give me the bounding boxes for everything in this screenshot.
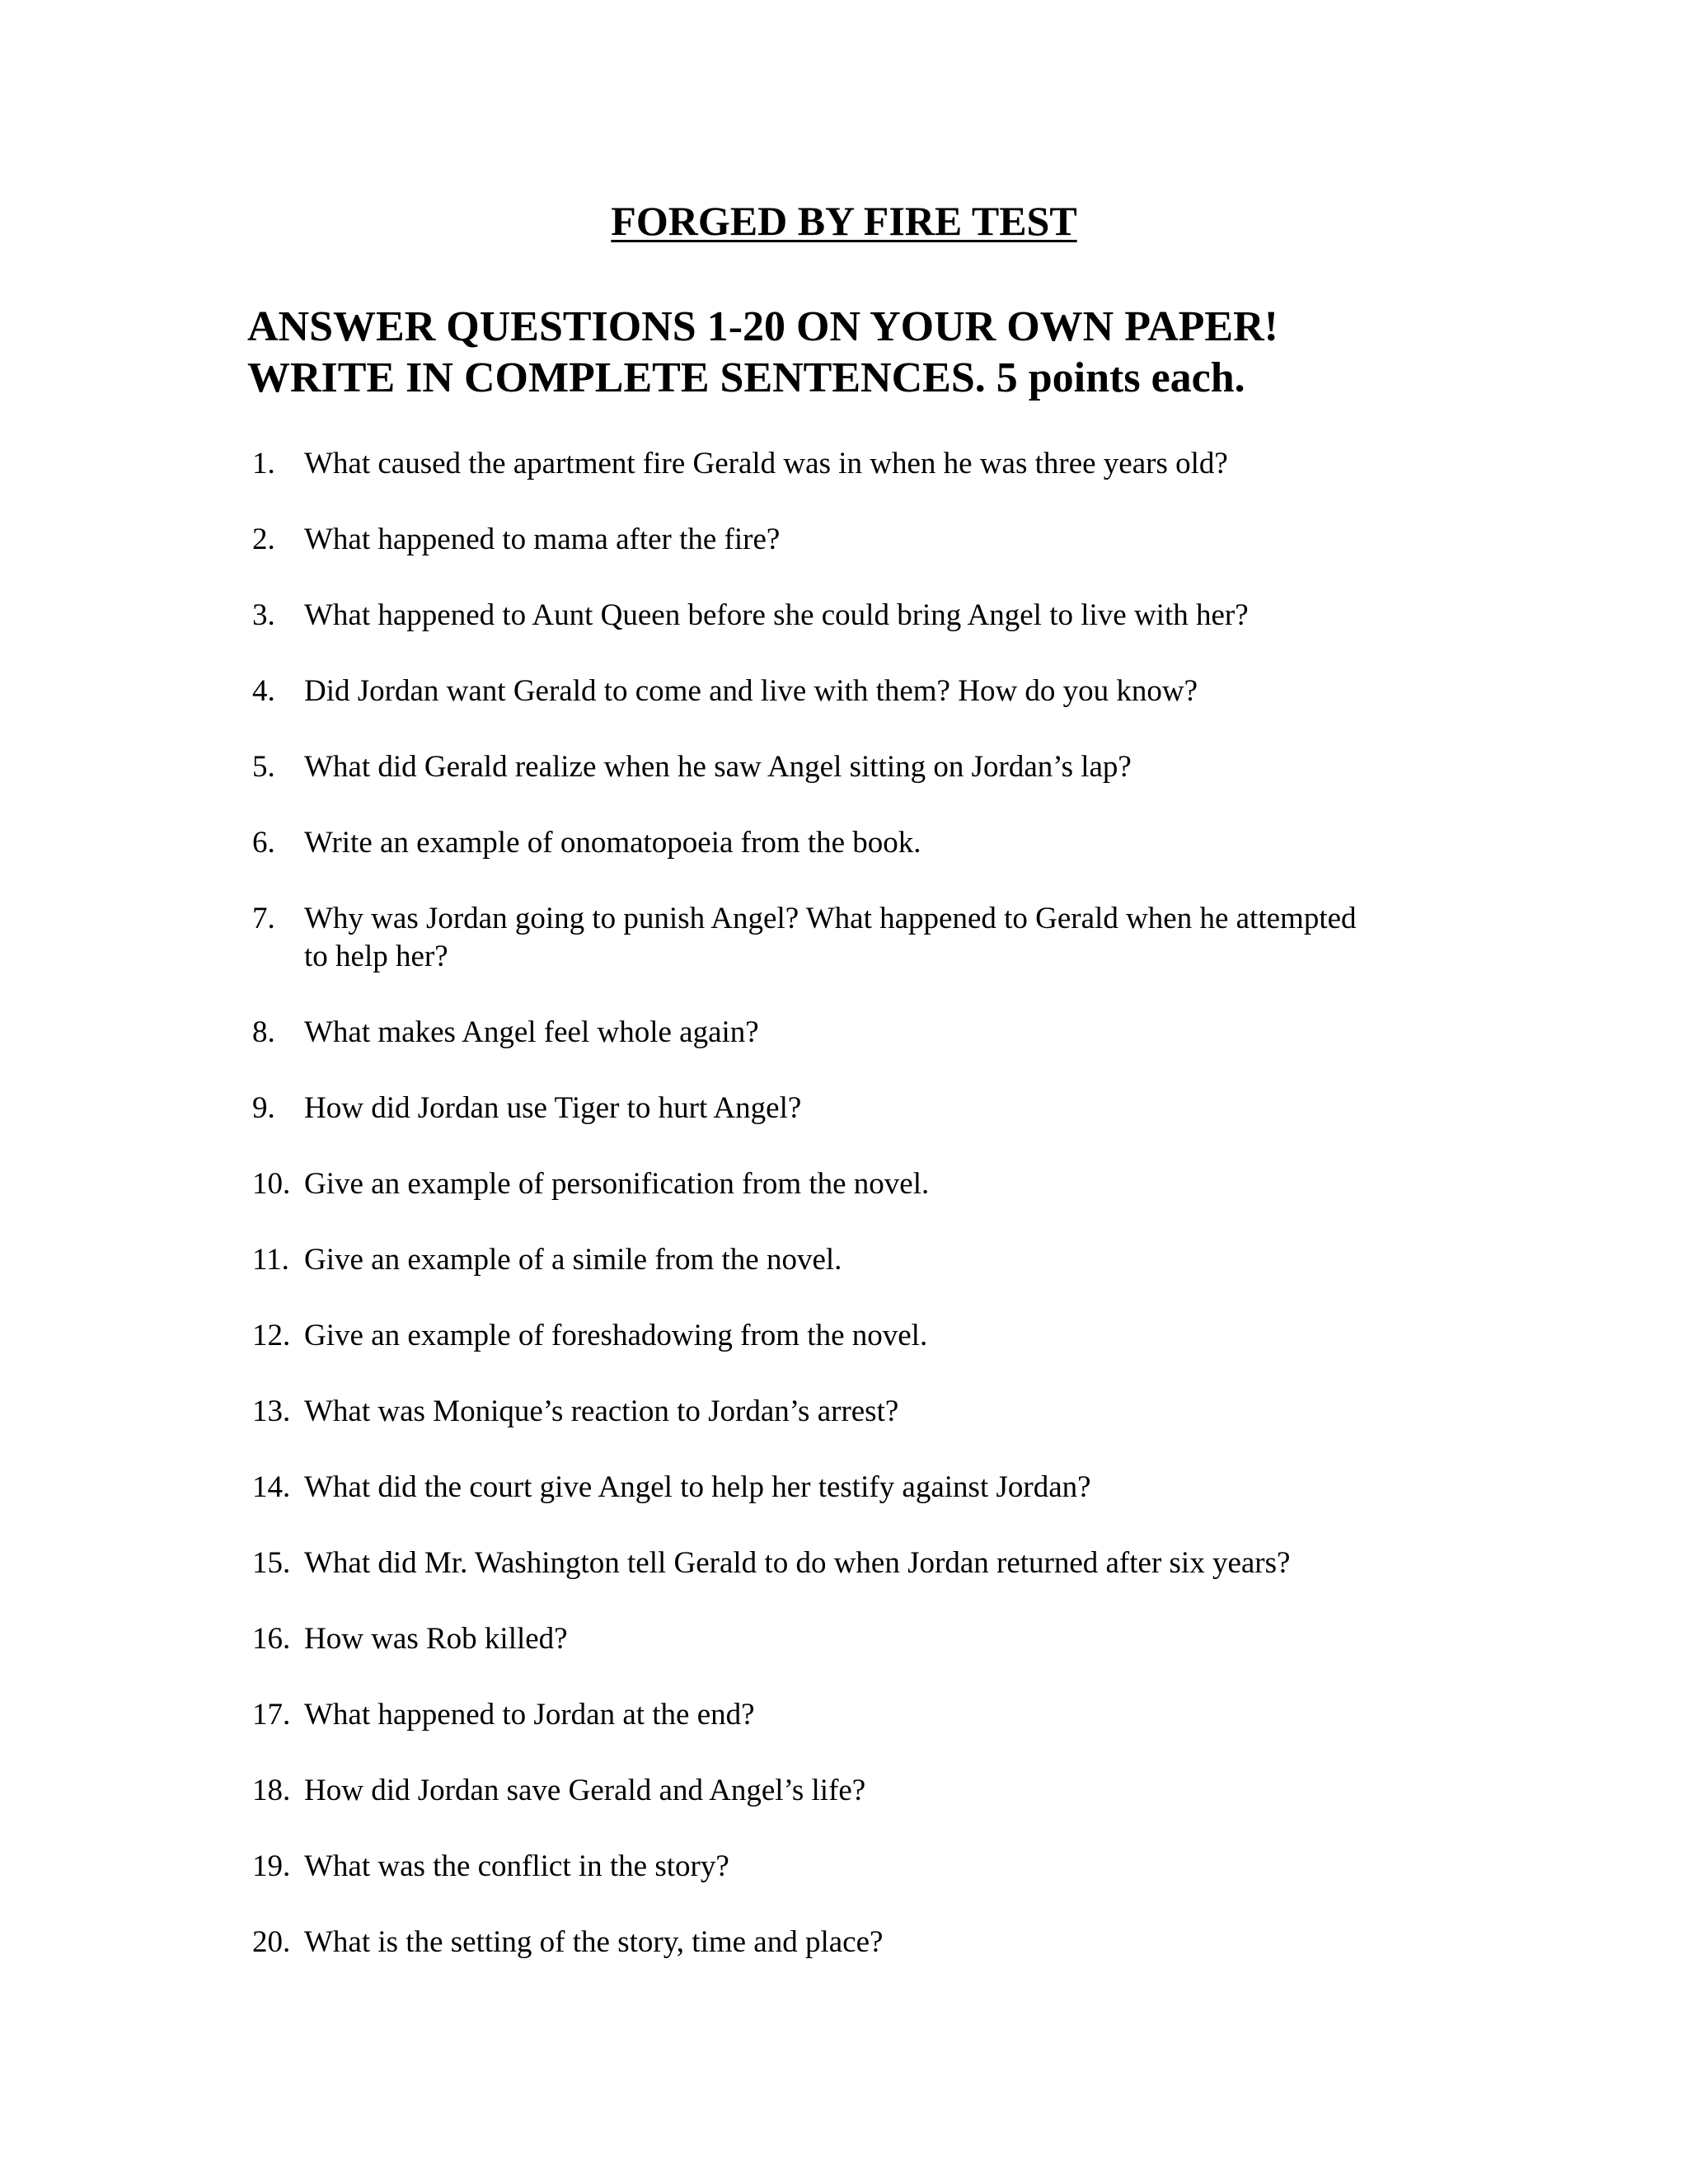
question-text: Give an example of foreshadowing from the novel. (304, 1319, 928, 1352)
question-item-8 (252, 1014, 1653, 1052)
question-number: 15. (252, 1546, 291, 1580)
question-number: 2. (252, 523, 275, 556)
instructions (247, 302, 1648, 404)
question-text: What did the court give Angel to help her testify against Jordan? (304, 1470, 1091, 1504)
question-item-7 (252, 900, 1653, 976)
question-number: 12. (252, 1319, 291, 1352)
question-item-11 (252, 1241, 1653, 1279)
question-item-6 (252, 824, 1653, 862)
question-item-15 (252, 1544, 1653, 1582)
question-item-14 (252, 1469, 1653, 1507)
instruction-line-1: ANSWER QUESTIONS 1-20 ON YOUR OWN PAPER! (247, 303, 1278, 350)
question-item-20 (252, 1924, 1653, 1961)
question-number: 1. (252, 447, 275, 480)
question-number: 19. (252, 1849, 291, 1883)
question-text: What happened to mama after the fire? (304, 523, 781, 556)
question-number: 3. (252, 598, 275, 632)
page-title: FORGED BY FIRE TEST (611, 198, 1077, 244)
question-item-13 (252, 1393, 1653, 1431)
question-text: How was Rob killed? (304, 1622, 568, 1656)
question-number: 11. (252, 1243, 289, 1277)
question-number: 5. (252, 750, 275, 784)
question-text: What makes Angel feel whole again? (304, 1015, 759, 1049)
question-text: What did Mr. Washington tell Gerald to do when Jordan returned after six years? (304, 1546, 1291, 1580)
question-item-2 (252, 521, 1653, 559)
question-number: 17. (252, 1698, 291, 1732)
question-number: 16. (252, 1622, 291, 1656)
question-item-17 (252, 1696, 1653, 1734)
question-item-1 (252, 445, 1653, 483)
question-text: What caused the apartment fire Gerald was in when he was three years old? (304, 447, 1228, 480)
question-item-5 (252, 748, 1653, 786)
question-item-16 (252, 1620, 1653, 1658)
question-number: 20. (252, 1925, 291, 1959)
question-number: 13. (252, 1394, 291, 1428)
question-list (252, 445, 1653, 1999)
question-text: Why was Jordan going to punish Angel? What happened to Gerald when he attempted to help her? (304, 902, 1357, 973)
question-number: 8. (252, 1015, 275, 1049)
question-text: Write an example of onomatopoeia from the book. (304, 826, 921, 860)
question-item-10 (252, 1165, 1653, 1203)
question-text: What happened to Jordan at the end? (304, 1698, 755, 1732)
question-item-3 (252, 597, 1653, 635)
question-text: What did Gerald realize when he saw Angel sitting on Jordan’s lap? (304, 750, 1132, 784)
question-item-9 (252, 1090, 1653, 1127)
question-number: 9. (252, 1091, 275, 1125)
question-number: 18. (252, 1774, 291, 1807)
question-text: How did Jordan save Gerald and Angel’s life? (304, 1774, 866, 1807)
question-number: 6. (252, 826, 275, 860)
question-text: Did Jordan want Gerald to come and live with them? How do you know? (304, 674, 1198, 708)
question-text: Give an example of a simile from the novel. (304, 1243, 842, 1277)
question-text: Give an example of personification from the novel. (304, 1167, 930, 1201)
question-item-4 (252, 673, 1653, 710)
question-text: What is the setting of the story, time and place? (304, 1925, 884, 1959)
question-number: 10. (252, 1167, 291, 1201)
instruction-line-2: WRITE IN COMPLETE SENTENCES. 5 points each. (247, 354, 1245, 401)
question-number: 7. (252, 902, 275, 935)
question-item-18 (252, 1772, 1653, 1810)
question-item-12 (252, 1317, 1653, 1355)
question-number: 4. (252, 674, 275, 708)
question-item-19 (252, 1848, 1653, 1886)
question-text: What was Monique’s reaction to Jordan’s arrest? (304, 1394, 899, 1428)
question-text: What was the conflict in the story? (304, 1849, 729, 1883)
question-text: What happened to Aunt Queen before she could bring Angel to live with her? (304, 598, 1249, 632)
question-text: How did Jordan use Tiger to hurt Angel? (304, 1091, 802, 1125)
question-number: 14. (252, 1470, 291, 1504)
